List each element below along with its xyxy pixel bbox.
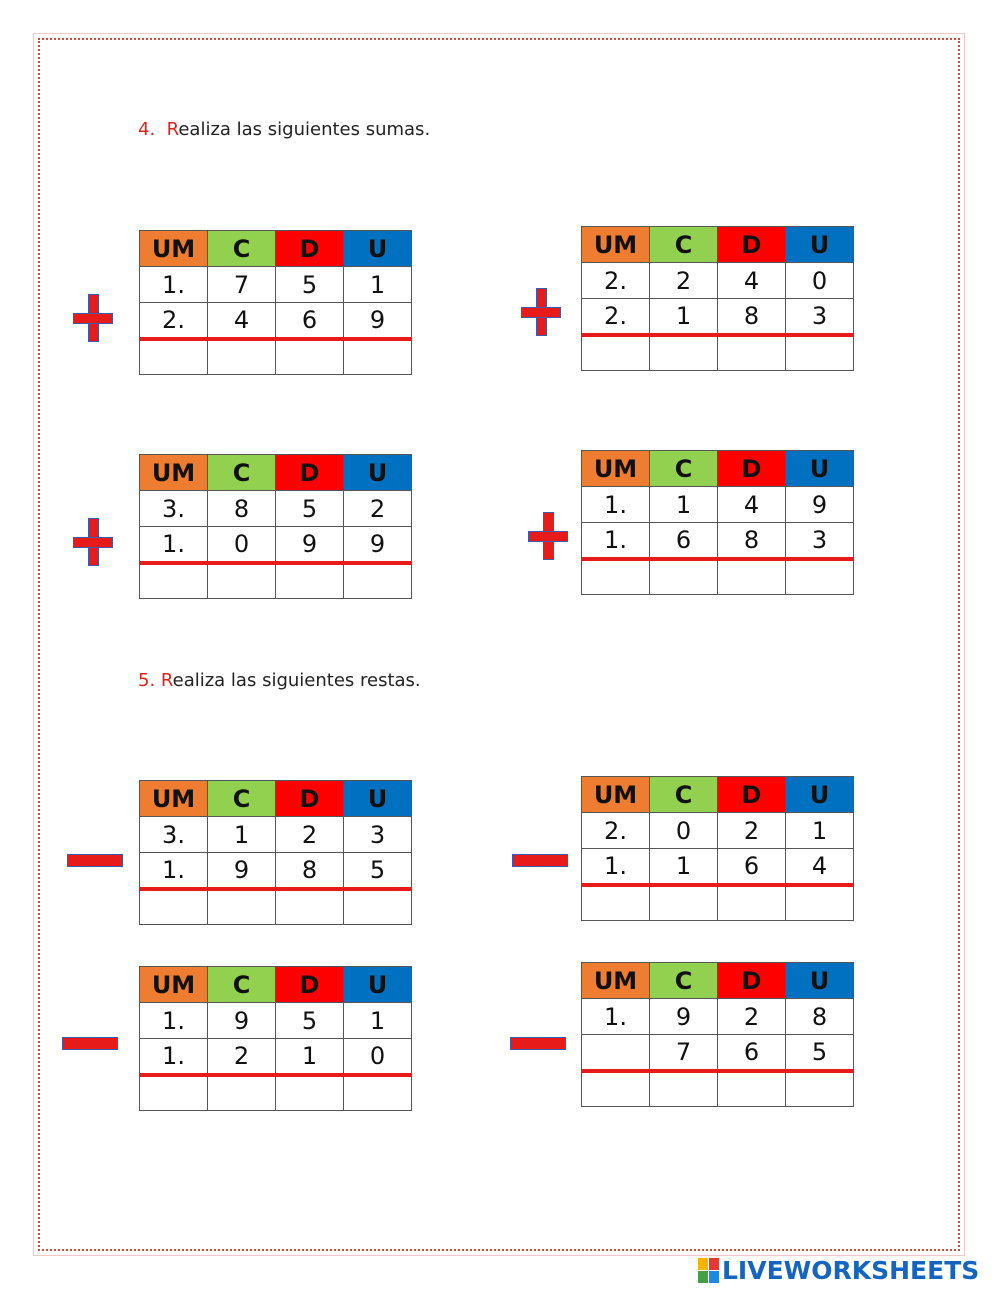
operand-row <box>140 491 412 527</box>
digit-cell: 1 <box>276 1039 344 1075</box>
answer-cell[interactable] <box>208 889 276 925</box>
answer-cell[interactable] <box>276 889 344 925</box>
answer-cell[interactable] <box>276 1075 344 1111</box>
digit-cell: 8 <box>208 491 276 527</box>
answer-cell[interactable] <box>140 1075 208 1111</box>
digit-cell: 1 <box>208 817 276 853</box>
answer-cell[interactable] <box>786 1071 854 1107</box>
answer-cell[interactable] <box>344 339 412 375</box>
operand-row <box>140 853 412 889</box>
operand-row <box>140 1039 412 1075</box>
problem-3 <box>139 454 412 599</box>
digit-cell: 1. <box>582 523 650 559</box>
minus-sign-icon <box>62 1037 118 1050</box>
answer-row <box>582 559 854 595</box>
digit-cell: 2 <box>276 817 344 853</box>
column-header-um: UM <box>582 963 650 999</box>
section-number: 4. <box>138 119 156 140</box>
minus-sign-icon <box>510 1037 566 1050</box>
column-header-um: UM <box>582 777 650 813</box>
digit-cell: 5 <box>276 1003 344 1039</box>
place-value-table <box>581 226 854 371</box>
digit-cell: 9 <box>344 527 412 563</box>
answer-cell[interactable] <box>208 339 276 375</box>
digit-cell: 9 <box>208 853 276 889</box>
digit-cell: 8 <box>786 999 854 1035</box>
digit-cell: 0 <box>650 813 718 849</box>
digit-cell: 2 <box>208 1039 276 1075</box>
digit-cell: 3 <box>786 299 854 335</box>
answer-cell[interactable] <box>140 889 208 925</box>
digit-cell: 1 <box>650 849 718 885</box>
answer-cell[interactable] <box>718 559 786 595</box>
column-header-d: D <box>276 967 344 1003</box>
operand-row <box>140 527 412 563</box>
answer-row <box>140 889 412 925</box>
digit-cell: 2. <box>582 263 650 299</box>
problem-1 <box>139 230 412 375</box>
liveworksheets-logo <box>698 1256 979 1284</box>
digit-cell: 1 <box>786 813 854 849</box>
section-initial: R <box>166 119 179 140</box>
column-header-u: U <box>344 967 412 1003</box>
digit-cell: 3 <box>786 523 854 559</box>
answer-cell[interactable] <box>718 335 786 371</box>
answer-cell[interactable] <box>650 1071 718 1107</box>
digit-cell: 4 <box>718 263 786 299</box>
column-header-um: UM <box>582 227 650 263</box>
digit-cell: 6 <box>718 849 786 885</box>
column-header-d: D <box>718 227 786 263</box>
digit-cell: 2. <box>140 303 208 339</box>
column-header-u: U <box>344 231 412 267</box>
digit-cell: 3. <box>140 491 208 527</box>
section-number: 5. <box>138 670 156 691</box>
column-header-um: UM <box>140 455 208 491</box>
digit-cell <box>582 1035 650 1071</box>
digit-cell: 2 <box>650 263 718 299</box>
problem-2 <box>581 226 854 371</box>
digit-cell: 7 <box>208 267 276 303</box>
header-row <box>140 781 412 817</box>
plus-sign-icon <box>528 512 568 560</box>
digit-cell: 1 <box>650 299 718 335</box>
answer-cell[interactable] <box>650 335 718 371</box>
operand-row <box>582 999 854 1035</box>
place-value-table <box>139 454 412 599</box>
column-header-c: C <box>650 963 718 999</box>
digit-cell: 3 <box>344 817 412 853</box>
column-header-c: C <box>208 231 276 267</box>
place-value-table <box>581 776 854 921</box>
answer-cell[interactable] <box>718 1071 786 1107</box>
digit-cell: 5 <box>276 267 344 303</box>
operand-row <box>140 1003 412 1039</box>
answer-row <box>140 339 412 375</box>
section-text: ealiza las siguientes restas. <box>172 670 421 691</box>
problem-4 <box>581 450 854 595</box>
plus-sign-icon <box>73 518 113 566</box>
answer-cell[interactable] <box>344 563 412 599</box>
digit-cell: 5 <box>786 1035 854 1071</box>
column-header-u: U <box>786 777 854 813</box>
operand-row <box>582 813 854 849</box>
column-header-c: C <box>650 777 718 813</box>
digit-cell: 1. <box>140 853 208 889</box>
digit-cell: 6 <box>718 1035 786 1071</box>
brand-mark-icon <box>698 1258 719 1283</box>
digit-cell: 1. <box>140 527 208 563</box>
digit-cell: 2 <box>718 813 786 849</box>
answer-cell[interactable] <box>208 1075 276 1111</box>
problem-5 <box>139 780 412 925</box>
answer-cell[interactable] <box>582 335 650 371</box>
answer-row <box>140 1075 412 1111</box>
digit-cell: 5 <box>276 491 344 527</box>
column-header-c: C <box>208 781 276 817</box>
answer-cell[interactable] <box>344 889 412 925</box>
digit-cell: 6 <box>650 523 718 559</box>
digit-cell: 1 <box>344 267 412 303</box>
minus-sign-icon <box>67 854 123 867</box>
header-row <box>582 451 854 487</box>
column-header-d: D <box>718 777 786 813</box>
digit-cell: 1. <box>582 999 650 1035</box>
column-header-d: D <box>718 963 786 999</box>
operand-row <box>140 267 412 303</box>
digit-cell: 0 <box>344 1039 412 1075</box>
operand-row <box>582 1035 854 1071</box>
answer-cell[interactable] <box>276 563 344 599</box>
header-row <box>140 455 412 491</box>
answer-cell[interactable] <box>140 339 208 375</box>
digit-cell: 1. <box>140 1003 208 1039</box>
header-row <box>140 967 412 1003</box>
place-value-table <box>139 966 412 1111</box>
digit-cell: 2. <box>582 299 650 335</box>
digit-cell: 2 <box>718 999 786 1035</box>
column-header-c: C <box>208 967 276 1003</box>
column-header-um: UM <box>140 967 208 1003</box>
digit-cell: 4 <box>208 303 276 339</box>
minus-sign-icon <box>512 854 568 867</box>
answer-cell[interactable] <box>276 339 344 375</box>
answer-cell[interactable] <box>786 335 854 371</box>
column-header-c: C <box>208 455 276 491</box>
operand-row <box>582 299 854 335</box>
digit-cell: 9 <box>276 527 344 563</box>
place-value-table <box>581 450 854 595</box>
section-heading-restas <box>138 670 421 691</box>
plus-sign-icon <box>73 294 113 342</box>
section-initial: R <box>160 670 173 691</box>
digit-cell: 8 <box>718 523 786 559</box>
answer-row <box>582 1071 854 1107</box>
digit-cell: 1 <box>650 487 718 523</box>
column-header-um: UM <box>140 231 208 267</box>
digit-cell: 8 <box>276 853 344 889</box>
digit-cell: 0 <box>786 263 854 299</box>
operand-row <box>582 263 854 299</box>
column-header-c: C <box>650 451 718 487</box>
place-value-table <box>139 230 412 375</box>
header-row <box>582 963 854 999</box>
answer-cell[interactable] <box>140 563 208 599</box>
digit-cell: 7 <box>650 1035 718 1071</box>
column-header-u: U <box>786 227 854 263</box>
digit-cell: 9 <box>650 999 718 1035</box>
answer-cell[interactable] <box>650 559 718 595</box>
answer-cell[interactable] <box>344 1075 412 1111</box>
digit-cell: 1. <box>140 267 208 303</box>
digit-cell: 4 <box>786 849 854 885</box>
digit-cell: 1. <box>582 487 650 523</box>
section-text: ealiza las siguientes sumas. <box>178 119 431 140</box>
operand-row <box>140 817 412 853</box>
answer-row <box>582 885 854 921</box>
operand-row <box>582 523 854 559</box>
column-header-um: UM <box>140 781 208 817</box>
digit-cell: 0 <box>208 527 276 563</box>
column-header-um: UM <box>582 451 650 487</box>
plus-sign-icon <box>521 288 561 336</box>
digit-cell: 2. <box>582 813 650 849</box>
answer-cell[interactable] <box>650 885 718 921</box>
digit-cell: 1 <box>344 1003 412 1039</box>
column-header-u: U <box>344 781 412 817</box>
answer-cell[interactable] <box>582 559 650 595</box>
digit-cell: 9 <box>344 303 412 339</box>
answer-row <box>582 335 854 371</box>
digit-cell: 3. <box>140 817 208 853</box>
digit-cell: 2 <box>344 491 412 527</box>
column-header-d: D <box>276 455 344 491</box>
answer-cell[interactable] <box>582 885 650 921</box>
operand-row <box>582 487 854 523</box>
digit-cell: 6 <box>276 303 344 339</box>
header-row <box>582 777 854 813</box>
brand-text: LIVEWORKSHEETS <box>722 1255 980 1285</box>
digit-cell: 1. <box>140 1039 208 1075</box>
column-header-d: D <box>276 781 344 817</box>
digit-cell: 1. <box>582 849 650 885</box>
section-heading-sumas <box>138 119 430 140</box>
digit-cell: 9 <box>786 487 854 523</box>
answer-cell[interactable] <box>786 559 854 595</box>
column-header-u: U <box>344 455 412 491</box>
column-header-u: U <box>786 963 854 999</box>
place-value-table <box>581 962 854 1107</box>
answer-cell[interactable] <box>718 885 786 921</box>
answer-cell[interactable] <box>786 885 854 921</box>
digit-cell: 8 <box>718 299 786 335</box>
column-header-c: C <box>650 227 718 263</box>
column-header-d: D <box>718 451 786 487</box>
operand-row <box>582 849 854 885</box>
operand-row <box>140 303 412 339</box>
column-header-u: U <box>786 451 854 487</box>
answer-row <box>140 563 412 599</box>
problem-8 <box>581 962 854 1107</box>
digit-cell: 9 <box>208 1003 276 1039</box>
answer-cell[interactable] <box>208 563 276 599</box>
answer-cell[interactable] <box>582 1071 650 1107</box>
column-header-d: D <box>276 231 344 267</box>
digit-cell: 5 <box>344 853 412 889</box>
digit-cell: 4 <box>718 487 786 523</box>
header-row <box>140 231 412 267</box>
problem-7 <box>139 966 412 1111</box>
problem-6 <box>581 776 854 921</box>
place-value-table <box>139 780 412 925</box>
header-row <box>582 227 854 263</box>
